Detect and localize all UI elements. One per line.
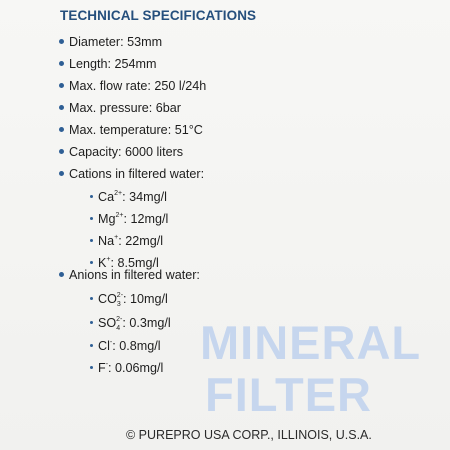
spec-text: Capacity: 6000 liters [69, 145, 184, 159]
ion-value: : 8.5mg/l [110, 256, 159, 270]
ion-symbol: Ca [98, 190, 115, 204]
bullet-icon [59, 39, 64, 44]
watermark-line-2: FILTER [205, 368, 372, 421]
ion-charge: + [106, 256, 111, 263]
bullet-icon [90, 239, 93, 242]
bullet-icon [59, 171, 64, 176]
spec-pressure [59, 101, 181, 115]
spec-text: Max. temperature: 51°C [69, 123, 203, 137]
bullet-icon [90, 297, 93, 300]
spec-text: Diameter: 53mm [69, 35, 163, 49]
ion-charge: + [114, 234, 119, 241]
ion-value: : 34mg/l [122, 190, 167, 204]
cation-item [90, 212, 168, 229]
ion-value: : 0.06mg/l [108, 361, 164, 375]
spec-flow-rate [59, 79, 206, 93]
anion-item [90, 292, 168, 309]
bullet-icon [90, 261, 93, 264]
spec-diameter [59, 35, 162, 49]
bullet-icon [59, 83, 64, 88]
ion-value: : 22mg/l [118, 234, 164, 248]
anion-item [90, 339, 161, 356]
spec-length [59, 57, 157, 71]
spec-text: Anions in filtered water: [69, 268, 200, 282]
bullet-icon [90, 217, 93, 220]
ion-symbol: Mg [98, 212, 116, 226]
anion-item [90, 361, 163, 378]
watermark-line-1: MINERAL [200, 316, 422, 369]
bullet-icon [90, 195, 93, 198]
bullet-icon [59, 127, 64, 132]
cations-title [59, 167, 204, 181]
ion-symbol: K [98, 256, 107, 270]
ion-symbol: Na [98, 234, 115, 248]
bullet-icon [90, 344, 93, 347]
ion-charge: 2- [116, 292, 124, 299]
section-heading: TECHNICAL SPECIFICATIONS [60, 8, 257, 23]
ion-charge: - [105, 361, 109, 368]
ion-symbol: Cl [98, 339, 110, 353]
bullet-icon [59, 61, 64, 66]
ion-value: : 10mg/l [123, 292, 168, 306]
spec-temperature [59, 123, 203, 137]
ion-subscript: 4 [116, 325, 121, 332]
ion-symbol: CO [98, 292, 117, 306]
cation-item [90, 190, 167, 207]
ion-symbol: SO [98, 316, 117, 330]
anion-item [90, 316, 171, 333]
ion-value: : 0.8mg/l [112, 339, 161, 353]
bullet-icon [59, 149, 64, 154]
copyright-footer: © PUREPRO USA CORP., ILLINOIS, U.S.A. [126, 428, 372, 442]
cation-item [90, 234, 163, 251]
ion-value: : 12mg/l [123, 212, 169, 226]
bullet-icon [59, 105, 64, 110]
spec-capacity [59, 145, 183, 159]
ion-charge: - [109, 339, 113, 346]
bullet-icon [90, 321, 93, 324]
bullet-icon [90, 366, 93, 369]
ion-charge: 2+ [115, 212, 124, 219]
ion-symbol: F [98, 361, 106, 375]
anions-title [59, 268, 200, 282]
ion-value: : 0.3mg/l [122, 316, 171, 330]
ion-charge: 2+ [114, 190, 123, 197]
spec-text: Max. pressure: 6bar [69, 101, 181, 115]
ion-charge: 2- [116, 316, 123, 323]
spec-text: Cations in filtered water: [69, 167, 205, 181]
spec-text: Length: 254mm [69, 57, 157, 71]
spec-text: Max. flow rate: 250 l/24h [69, 79, 207, 93]
ion-subscript: 3 [116, 301, 121, 308]
bullet-icon [59, 272, 64, 277]
